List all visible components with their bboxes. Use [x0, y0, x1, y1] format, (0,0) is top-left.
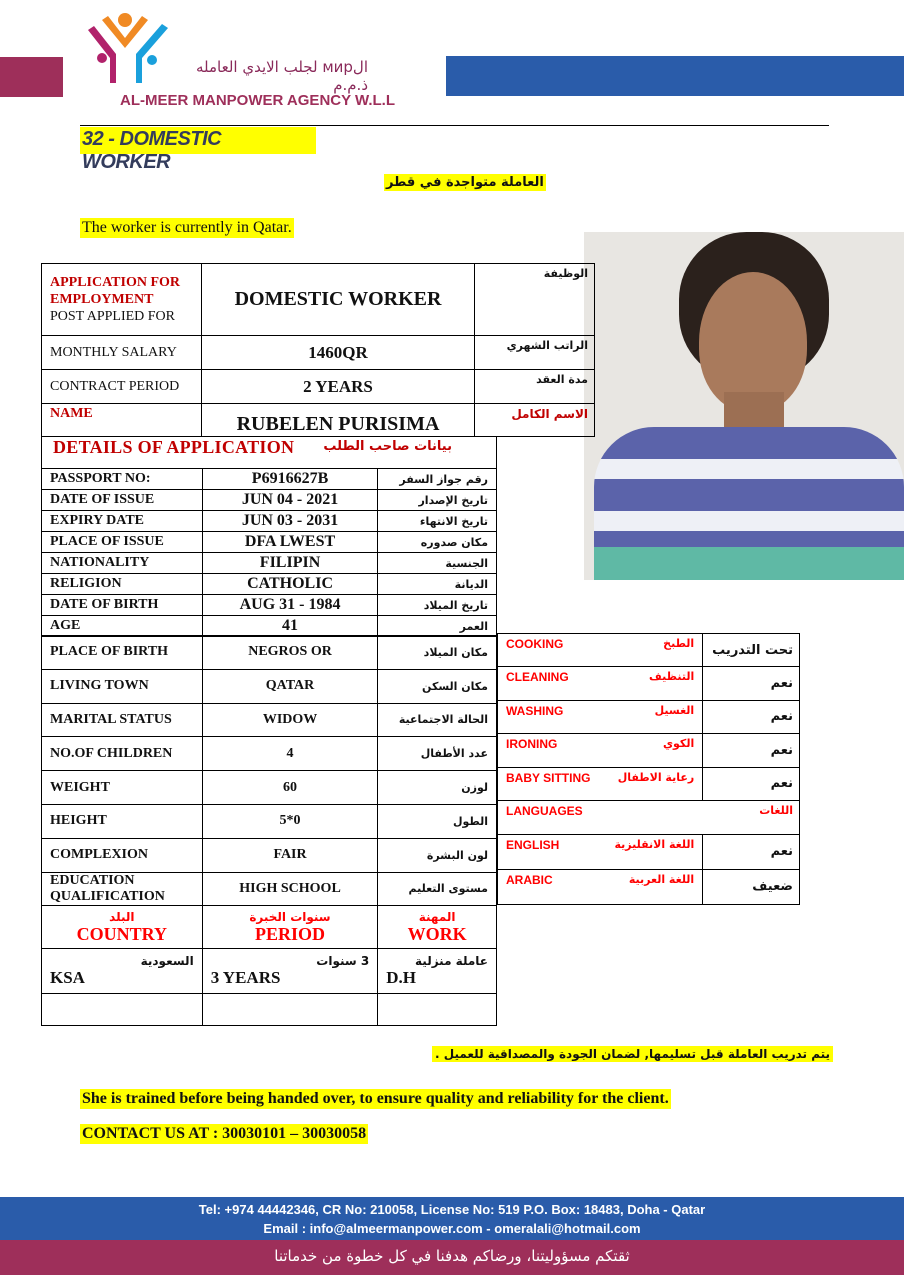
detail-label-ar: مكان السكن	[378, 669, 497, 703]
detail-label-ar: لوزن	[378, 771, 497, 805]
detail-row	[42, 490, 497, 511]
post-label: POST APPLIED FOR	[50, 309, 176, 324]
detail-row	[42, 703, 497, 737]
experience-row	[42, 949, 497, 994]
detail-label: NO.OF CHILDREN	[42, 737, 203, 771]
detail-row	[42, 574, 497, 595]
skills-table	[497, 633, 800, 905]
detail-value: HIGH SCHOOL	[202, 872, 377, 906]
detail-value: JUN 04 - 2021	[202, 490, 378, 511]
detail-label-ar: مكان صدوره	[378, 532, 497, 553]
salary-value: 1460QR	[201, 336, 474, 370]
detail-value: FAIR	[202, 838, 377, 872]
detail-label: EDUCATION QUALIFICATION	[42, 872, 203, 906]
skill-value: نعم	[703, 767, 800, 800]
detail-row	[42, 469, 497, 490]
detail-value: CATHOLIC	[202, 574, 378, 595]
detail-label: PLACE OF BIRTH	[42, 636, 203, 670]
detail-value: P6916627B	[202, 469, 378, 490]
detail-label: MARITAL STATUS	[42, 703, 203, 737]
detail-label: RELIGION	[42, 574, 203, 595]
detail-value: 4	[202, 737, 377, 771]
skill-label: ENGLISH	[506, 837, 560, 852]
contract-label-ar: مدة العقد	[475, 370, 595, 404]
location-english: The worker is currently in Qatar.	[82, 219, 292, 236]
detail-row	[42, 771, 497, 805]
skill-value: نعم	[703, 700, 800, 733]
footer-line2: Email : info@almeermanpower.com - omeralali@hotmail.com	[263, 1221, 641, 1236]
contact-numbers: CONTACT US AT : 30030101 – 30030058	[82, 1125, 367, 1142]
detail-label: PASSPORT NO:	[42, 469, 203, 490]
detail-row	[42, 553, 497, 574]
salary-label-ar: الراتب الشهري	[475, 336, 595, 370]
skill-row	[498, 834, 800, 869]
contract-value: 2 YEARS	[201, 370, 474, 404]
application-table	[41, 263, 595, 437]
work-ar: عاملة منزلية	[415, 954, 488, 968]
contract-label: CONTRACT PERIOD	[42, 370, 202, 404]
header-country: البلد COUNTRY	[42, 906, 203, 949]
skill-label: CLEANING	[506, 670, 569, 685]
detail-row	[42, 595, 497, 616]
skill-row	[498, 767, 800, 800]
languages-header-row	[498, 800, 800, 834]
skill-label: IRONING	[506, 737, 558, 752]
name-value: RUBELEN PURISIMA	[201, 404, 474, 437]
details-heading-box	[41, 436, 497, 468]
detail-label-ar: الجنسية	[378, 553, 497, 574]
detail-value: AUG 31 - 1984	[202, 595, 378, 616]
skill-row	[498, 700, 800, 733]
logo-english-text: AL-MEER MANPOWER AGENCY W.L.L	[120, 92, 395, 109]
footer-line1: Tel: +974 44442346, CR No: 210058, License No: 519 P.O. Box: 18483, Doha - Qatar	[198, 1202, 706, 1217]
languages-label-ar: اللغات	[759, 803, 793, 817]
training-english: She is trained before being handed over, to ensure quality and reliability for the client.	[82, 1090, 669, 1107]
detail-label: COMPLEXION	[42, 838, 203, 872]
detail-row	[42, 872, 497, 906]
skill-label: WASHING	[506, 703, 564, 718]
skill-value: نعم	[703, 834, 800, 869]
skill-label-ar: رعاية الاطفال	[617, 770, 695, 784]
work-value: D.H	[386, 968, 416, 987]
header-work: المهنة WORK	[378, 906, 497, 949]
skill-label: COOKING	[506, 637, 564, 651]
detail-row	[42, 737, 497, 771]
detail-label: AGE	[42, 616, 203, 637]
salary-label: MONTHLY SALARY	[42, 336, 202, 370]
skill-label-ar: الغسيل	[654, 703, 695, 717]
detail-label-ar: مكان الميلاد	[378, 636, 497, 670]
detail-value: NEGROS OR	[202, 636, 377, 670]
personal-details-table	[41, 635, 497, 906]
training-arabic: يتم تدريب العاملة قبل تسليمها, لضمان الجودة والمصداقية للعميل .	[432, 1046, 833, 1062]
footer-slogan-bar	[0, 1240, 904, 1275]
detail-value: QATAR	[202, 669, 377, 703]
skill-label-ar: اللغة الانقليزية	[614, 837, 695, 851]
detail-label-ar: الحالة الاجتماعية	[378, 703, 497, 737]
experience-row-empty	[42, 994, 497, 1026]
detail-label-ar: الديانة	[378, 574, 497, 595]
detail-row	[42, 511, 497, 532]
details-heading-ar: بيانات صاحب الطلب	[323, 439, 452, 454]
footer-contact	[0, 1197, 904, 1240]
detail-label-ar: تاريخ الميلاد	[378, 595, 497, 616]
languages-label: LANGUAGES	[506, 803, 583, 818]
period-value: 3 YEARS	[210, 968, 281, 987]
logo-arabic-text: الмир لجلب الايدي العامله ذ.م.م	[195, 58, 368, 94]
detail-label: PLACE OF ISSUE	[42, 532, 203, 553]
detail-label-ar: عدد الأطفال	[378, 737, 497, 771]
detail-row	[42, 804, 497, 838]
period-ar: 3 سنوات	[316, 954, 370, 968]
name-label-ar: الاسم الكامل	[475, 404, 595, 437]
skill-value: تحت التدريب	[703, 634, 800, 667]
detail-value: 41	[202, 616, 378, 637]
post-value: DOMESTIC WORKER	[201, 264, 474, 336]
company-logo	[80, 8, 420, 113]
detail-row	[42, 532, 497, 553]
detail-value: 60	[202, 771, 377, 805]
detail-row	[42, 636, 497, 670]
header-divider	[80, 125, 829, 126]
detail-label-ar: لون البشرة	[378, 838, 497, 872]
skill-label: ARABIC	[506, 872, 553, 887]
detail-row	[42, 616, 497, 637]
name-label: NAME	[42, 404, 202, 437]
country-value: KSA	[50, 968, 85, 987]
skill-value: نعم	[703, 667, 800, 700]
detail-label: EXPIRY DATE	[42, 511, 203, 532]
detail-value: JUN 03 - 2031	[202, 511, 378, 532]
detail-label: HEIGHT	[42, 804, 203, 838]
skill-value: نعم	[703, 734, 800, 767]
skill-row	[498, 734, 800, 767]
skill-label-ar: الكوي	[662, 737, 695, 751]
country-ar: السعودية	[140, 954, 194, 968]
location-arabic: العاملة متواجدة في قطر	[386, 175, 544, 190]
skill-row	[498, 667, 800, 700]
skill-row	[498, 634, 800, 667]
skill-label-ar: الطبخ	[663, 637, 695, 650]
detail-label-ar: رقم جواز السفر	[378, 469, 497, 490]
application-label: APPLICATION FOR EMPLOYMENT	[50, 275, 181, 307]
detail-label-ar: تاريخ الإصدار	[378, 490, 497, 511]
detail-row	[42, 669, 497, 703]
detail-row	[42, 838, 497, 872]
detail-value: DFA LWEST	[202, 532, 378, 553]
detail-label-ar: الطول	[378, 804, 497, 838]
skill-label-ar: التنظيف	[649, 670, 695, 684]
worker-photo	[584, 232, 904, 580]
footer-slogan: ثقتكم مسؤوليتنا، ورضاكم هدفنا في كل خطوة من خدماتنا	[274, 1247, 630, 1265]
experience-table	[41, 905, 497, 1026]
skill-label: BABY SITTING	[506, 770, 591, 785]
details-heading: DETAILS OF APPLICATION	[53, 437, 295, 457]
detail-label: LIVING TOWN	[42, 669, 203, 703]
detail-label: NATIONALITY	[42, 553, 203, 574]
passport-details-table	[41, 468, 497, 637]
detail-value: 5*0	[202, 804, 377, 838]
header-maroon-bar	[0, 57, 63, 97]
header-period: سنوات الخبرة PERIOD	[202, 906, 378, 949]
detail-value: FILIPIN	[202, 553, 378, 574]
detail-label-ar: العمر	[378, 616, 497, 637]
skill-label-ar: اللغة العربية	[628, 872, 695, 886]
detail-label: DATE OF ISSUE	[42, 490, 203, 511]
skill-row	[498, 869, 800, 904]
detail-value: WIDOW	[202, 703, 377, 737]
header-blue-bar	[446, 56, 904, 96]
post-label-ar: الوظيفة	[475, 264, 595, 336]
detail-label: DATE OF BIRTH	[42, 595, 203, 616]
skill-value: ضعيف	[703, 869, 800, 904]
page-title: 32 - DOMESTIC WORKER	[80, 127, 316, 154]
detail-label-ar: تاريخ الانتهاء	[378, 511, 497, 532]
detail-label-ar: مستوى التعليم	[378, 872, 497, 906]
detail-label: WEIGHT	[42, 771, 203, 805]
